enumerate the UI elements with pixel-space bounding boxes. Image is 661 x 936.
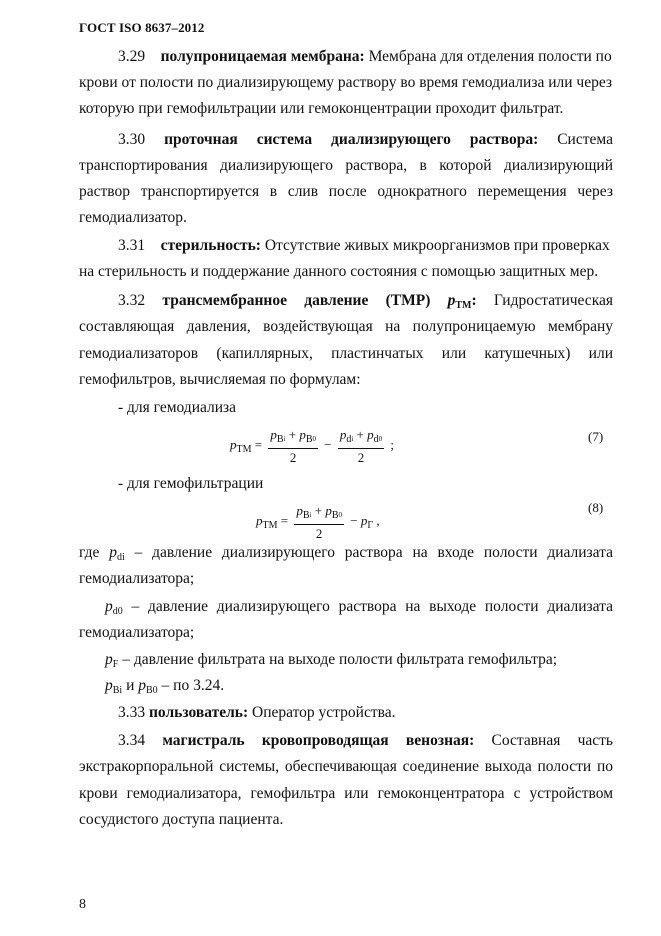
text-word: (капиллярных, — [216, 345, 313, 362]
term-title: полупроницаемая мембрана: — [160, 48, 365, 65]
term-word: венозная: — [405, 732, 475, 749]
definition-pdi: где $p_{di}$ – давление диализирующего раствора на входе полости диализата — [79, 544, 614, 563]
term-3-31-line-2: на стерильность и поддержание данного состояния с помощью защитных мер. — [79, 263, 599, 280]
equation-number-8: (8) — [588, 500, 604, 515]
term-text: Мембрана для отделения полости по — [368, 48, 612, 65]
text-word: катушечных) — [484, 345, 571, 362]
term-word: система — [256, 131, 313, 148]
term-word: диализирующего — [331, 131, 451, 148]
term-number: 3.32 — [118, 292, 146, 309]
term-3-29-line-2: крови от полости по диализирующему раствору во время гемодиализа или через — [79, 74, 613, 91]
term-title: пользователь: — [149, 704, 249, 721]
formula-label-hemofiltration: - для гемофильтрации — [118, 475, 264, 492]
term-3-30-line-4: гемодиализатор. — [79, 209, 187, 226]
term-word: (TMP) — [385, 292, 431, 309]
formula-label-hemodialysis: - для гемодиализа — [118, 399, 237, 416]
term-text: Отсутствие живых микроорганизмов при проверках — [264, 237, 610, 254]
term-3-30-line-1 — [118, 130, 613, 150]
term-number: 3.33 — [118, 704, 146, 721]
term-word: кровопроводящая — [261, 732, 389, 749]
term-number: 3.29 — [118, 48, 146, 65]
term-number: 3.34 — [118, 732, 146, 749]
term-3-34-line-2: экстракорпоральной системы, обеспечивающая соединение выхода полости по — [79, 758, 613, 775]
term-number: 3.30 — [118, 131, 146, 148]
term-3-32-line-2: составляющая давления, воздействующая на полупроницаемую мембрану — [79, 318, 613, 335]
term-word: магистраль — [162, 732, 245, 749]
term-3-32-line-3 — [79, 344, 613, 364]
term-3-29-line-1 — [118, 47, 613, 67]
definition-pd0: $p_{d0}$ – давление диализирующего раствора на выходе полости диализата — [105, 598, 613, 617]
definition-pf: $p_F$ – давление фильтрата на выходе полости фильтрата гемофильтра; — [105, 651, 558, 670]
term-symbol: $p_{TM}$: — [447, 292, 477, 311]
term-3-32-line-4: гемофильтров, вычисляемая по формулам: — [79, 371, 361, 388]
term-word: Составная — [491, 732, 561, 749]
fraction: $\frac{p_Bi + p_B0}{2}$ — [296, 503, 342, 541]
formula-7: $p_{TM}$ = $\frac{p_Bi + p_B0}{2}$ − $\frac{p_di + p_d0}{2}$ ; — [230, 427, 394, 465]
term-word: раствора: — [469, 131, 539, 148]
term-3-32-line-1 — [118, 291, 613, 316]
term-3-34-line-1 — [118, 731, 613, 751]
term-word: трансмембранное — [162, 292, 287, 309]
term-word: проточная — [164, 131, 238, 148]
term-3-31-line-1 — [118, 236, 613, 256]
term-3-30-line-2: транспортирования диализирующего раствора, в которой диализирующий — [79, 157, 613, 174]
definition-pdi-line-2: гемодиализатора; — [79, 570, 195, 587]
definition-pd0-line-2: гемодиализатора; — [79, 624, 195, 641]
document-header: ГОСТ ISO 8637–2012 — [79, 20, 205, 35]
term-title: стерильность: — [160, 237, 261, 254]
equation-number-7: (7) — [588, 429, 604, 444]
term-3-30-line-3: раствор транспортируется в слив после однократного перемещения через — [79, 183, 613, 200]
term-word: Система — [557, 131, 613, 148]
term-number: 3.31 — [118, 237, 146, 254]
term-3-33 — [118, 703, 613, 723]
formula-8: $p_{TM}$ = $\frac{p_Bi + p_B0}{2}$ − $p_Г$ , — [256, 503, 380, 541]
term-3-29-line-3: которую при гемофильтрации или гемоконцентрации проходит фильтрат. — [79, 100, 564, 117]
term-word: давление — [304, 292, 369, 309]
fraction: $\frac{p_Bi + p_B0}{2}$ — [270, 427, 316, 465]
page-number: 8 — [79, 897, 86, 912]
term-3-34-line-4: сосудистого доступа пациента. — [79, 811, 284, 828]
term-text: Оператор устройства. — [252, 704, 396, 721]
fraction: $\frac{p_di + p_d0}{2}$ — [339, 427, 383, 465]
term-word: Гидростатическая — [493, 292, 613, 309]
text-word: гемодиализаторов — [79, 345, 199, 362]
text-word: или — [441, 345, 467, 362]
text-word: пластинчатых — [331, 345, 424, 362]
text-word: или — [588, 345, 613, 362]
term-word: часть — [577, 732, 613, 749]
definition-pbi-pb0: $p_{Bi}$ и $p_{B0}$ – по 3.24. — [105, 677, 225, 696]
term-3-34-line-3: крови гемодиализатора, гемофильтра или гемоконцентратора с устройством — [79, 785, 613, 802]
